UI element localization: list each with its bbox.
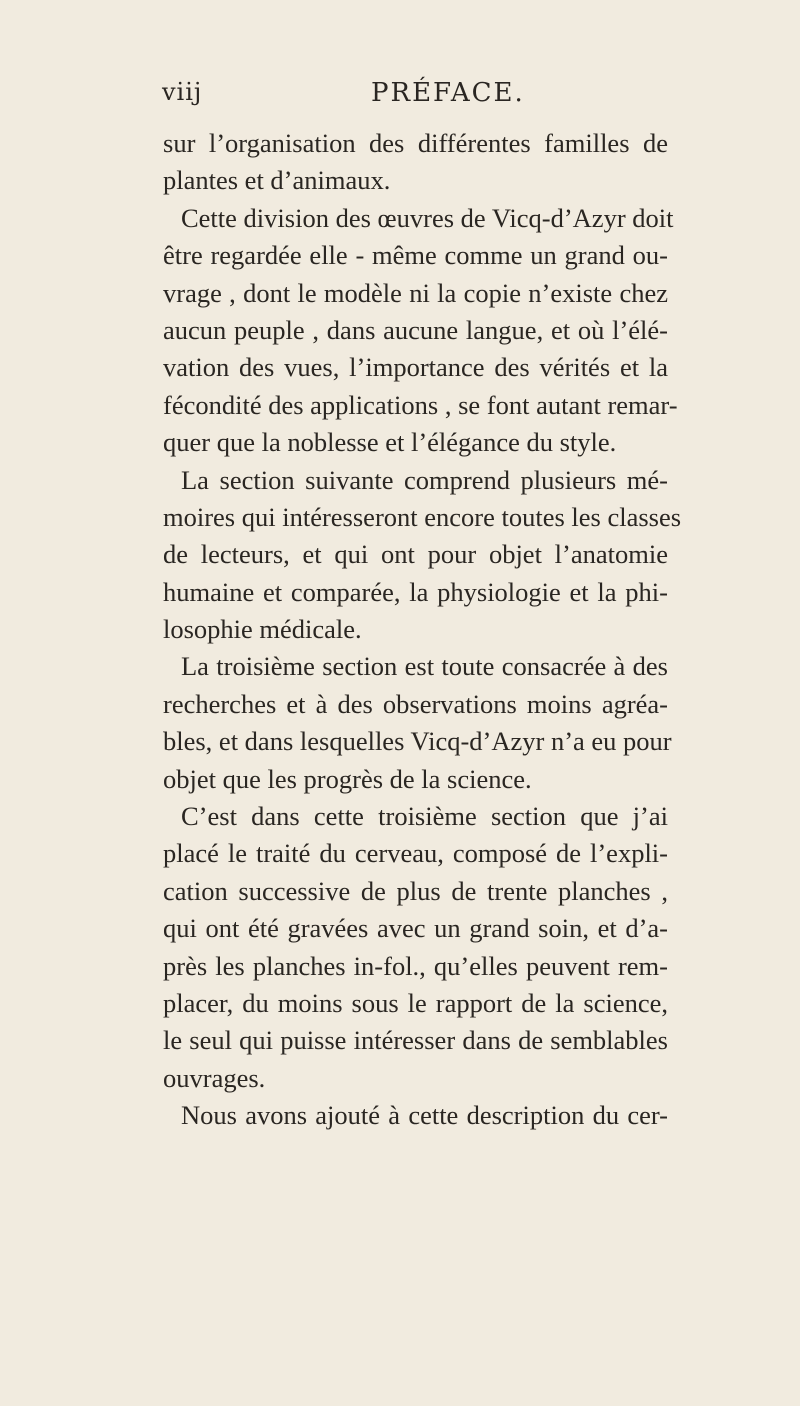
text-line: aucun peuple , dans aucune langue, et où l’élé-: [163, 314, 668, 345]
text-line: recherches et à des observations moins agréa-: [163, 688, 668, 719]
page-header: [162, 78, 662, 118]
text-line: La troisième section est toute consacrée à des: [181, 651, 668, 682]
text-line: quer que la noblesse et l’élégance du style.: [163, 427, 617, 458]
text-line: cation successive de plus de trente planches ,: [163, 875, 668, 906]
text-line: plantes et d’animaux.: [163, 165, 391, 196]
text-line: le seul qui puisse intéresser dans de semblables: [163, 1025, 668, 1056]
text-line: losophie médicale.: [163, 614, 362, 645]
text-line: C’est dans cette troisième section que j’ai: [181, 801, 668, 832]
running-title: PRÉFACE.: [371, 78, 525, 108]
text-line: placer, du moins sous le rapport de la science,: [163, 987, 668, 1018]
text-line: Cette division des œuvres de Vicq-d’Azyr doit: [181, 202, 674, 233]
text-line: objet que les progrès de la science.: [163, 763, 532, 794]
text-line: humaine et comparée, la physiologie et la phi-: [163, 576, 668, 607]
text-line: près les planches in-fol., qu’elles peuvent rem-: [163, 950, 668, 981]
text-line: vation des vues, l’importance des vérités et la: [163, 352, 668, 383]
text-line: sur l’organisation des différentes familles de: [163, 128, 668, 158]
text-line: être regardée elle - même comme un grand ou-: [163, 240, 668, 271]
text-line: vrage , dont le modèle ni la copie n’existe chez: [163, 277, 668, 308]
text-line: bles, et dans lesquelles Vicq-d’Azyr n’a eu pour: [163, 726, 672, 757]
text-line: qui ont été gravées avec un grand soin, et d’a-: [163, 913, 668, 944]
text-line: de lecteurs, et qui ont pour objet l’anatomie: [163, 539, 668, 570]
text-line: Nous avons ajouté à cette description du cer-: [181, 1100, 668, 1131]
text-line: La section suivante comprend plusieurs mé-: [181, 464, 668, 495]
text-line: ouvrages.: [163, 1062, 266, 1093]
body-text: [163, 125, 682, 1135]
page-number: viij: [162, 78, 203, 106]
text-line: moires qui intéresseront encore toutes les classes: [163, 501, 682, 532]
text-line: placé le traité du cerveau, composé de l’expli-: [163, 838, 668, 869]
text-line: fécondité des applications , se font autant remar-: [163, 389, 678, 420]
